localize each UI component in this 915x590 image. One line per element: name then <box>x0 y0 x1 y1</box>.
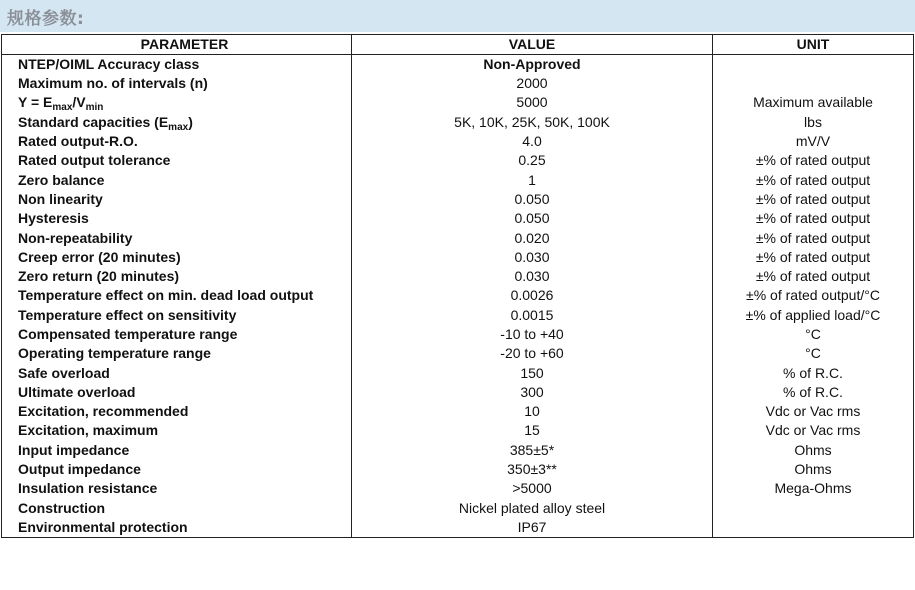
parameter-cell: Insulation resistance <box>2 479 352 498</box>
unit-cell: ±% of rated output <box>713 190 914 209</box>
unit-cell: Ohms <box>713 441 914 460</box>
section-header <box>0 0 915 32</box>
table-row <box>2 248 914 267</box>
table-row <box>2 421 914 440</box>
parameter-subscript: max <box>52 102 73 113</box>
parameter-cell: Non linearity <box>2 190 352 209</box>
table-row <box>2 479 914 498</box>
unit-cell: Vdc or Vac rms <box>713 421 914 440</box>
parameter-cell: Safe overload <box>2 363 352 382</box>
parameter-cell: Temperature effect on sensitivity <box>2 306 352 325</box>
parameter-text: ) <box>188 113 193 130</box>
table-row <box>2 306 914 325</box>
table-header-row <box>2 35 914 55</box>
parameter-subscript: min <box>85 102 104 113</box>
column-header-unit: UNIT <box>713 35 914 55</box>
unit-cell: % of R.C. <box>713 383 914 402</box>
table-row <box>2 383 914 402</box>
unit-cell: ±% of applied load/°C <box>713 306 914 325</box>
value-cell: IP67 <box>352 518 713 538</box>
value-cell: 0.050 <box>352 190 713 209</box>
column-header-parameter: PARAMETER <box>2 35 352 55</box>
value-cell: 0.0026 <box>352 286 713 305</box>
table-row <box>2 190 914 209</box>
value-cell: 0.050 <box>352 209 713 228</box>
unit-cell <box>713 499 914 518</box>
parameter-text: /V <box>72 94 86 111</box>
parameter-cell: Compensated temperature range <box>2 325 352 344</box>
parameter-cell: Excitation, recommended <box>2 402 352 421</box>
parameter-cell: Maximum no. of intervals (n) <box>2 74 352 93</box>
value-cell: 385±5* <box>352 441 713 460</box>
value-cell: Non-Approved <box>352 55 713 75</box>
parameter-cell: Non-repeatability <box>2 228 352 247</box>
unit-cell: Vdc or Vac rms <box>713 402 914 421</box>
unit-cell <box>713 55 914 75</box>
table-row <box>2 93 914 112</box>
unit-cell: Maximum available <box>713 93 914 112</box>
table-row <box>2 228 914 247</box>
value-cell: 0.25 <box>352 151 713 170</box>
spec-table <box>1 34 914 538</box>
table-row <box>2 170 914 189</box>
section-title: 规格参数: <box>7 8 85 29</box>
unit-cell: lbs <box>713 113 914 132</box>
value-cell: Nickel plated alloy steel <box>352 499 713 518</box>
unit-cell: ±% of rated output <box>713 151 914 170</box>
parameter-text: Y = E <box>18 94 53 111</box>
parameter-cell: Environmental protection <box>2 518 352 538</box>
parameter-cell: Ultimate overload <box>2 383 352 402</box>
unit-cell: °C <box>713 344 914 363</box>
unit-cell: ±% of rated output <box>713 228 914 247</box>
value-cell: 0.030 <box>352 248 713 267</box>
parameter-subscript: max <box>168 121 189 132</box>
parameter-cell: Output impedance <box>2 460 352 479</box>
unit-cell: ±% of rated output <box>713 248 914 267</box>
value-cell: 10 <box>352 402 713 421</box>
parameter-cell: NTEP/OIML Accuracy class <box>2 55 352 75</box>
parameter-text: Standard capacities (E <box>18 113 169 130</box>
value-cell: -10 to +40 <box>352 325 713 344</box>
value-cell: 0.020 <box>352 228 713 247</box>
value-cell: 5000 <box>352 93 713 112</box>
parameter-cell: Input impedance <box>2 441 352 460</box>
parameter-cell: Temperature effect on min. dead load output <box>2 286 352 305</box>
parameter-cell: Rated output tolerance <box>2 151 352 170</box>
table-row <box>2 286 914 305</box>
table-row <box>2 113 914 132</box>
value-cell: 350±3** <box>352 460 713 479</box>
unit-cell: ±% of rated output <box>713 209 914 228</box>
value-cell: 300 <box>352 383 713 402</box>
value-cell: 0.0015 <box>352 306 713 325</box>
table-row <box>2 132 914 151</box>
parameter-cell <box>2 93 352 112</box>
value-cell: 15 <box>352 421 713 440</box>
value-cell: >5000 <box>352 479 713 498</box>
value-cell: 2000 <box>352 74 713 93</box>
unit-cell <box>713 518 914 538</box>
table-row <box>2 441 914 460</box>
unit-cell: mV/V <box>713 132 914 151</box>
table-row <box>2 363 914 382</box>
table-row <box>2 74 914 93</box>
parameter-cell: Zero balance <box>2 170 352 189</box>
parameter-cell: Hysteresis <box>2 209 352 228</box>
unit-cell: ±% of rated output <box>713 170 914 189</box>
table-row <box>2 499 914 518</box>
parameter-cell: Excitation, maximum <box>2 421 352 440</box>
parameter-cell: Zero return (20 minutes) <box>2 267 352 286</box>
table-row <box>2 402 914 421</box>
unit-cell: ±% of rated output <box>713 267 914 286</box>
parameter-cell: Creep error (20 minutes) <box>2 248 352 267</box>
table-row <box>2 344 914 363</box>
table-row <box>2 209 914 228</box>
parameter-cell: Construction <box>2 499 352 518</box>
table-row <box>2 518 914 538</box>
value-cell: 4.0 <box>352 132 713 151</box>
table-row <box>2 267 914 286</box>
parameter-cell <box>2 113 352 132</box>
value-cell: 0.030 <box>352 267 713 286</box>
table-row <box>2 55 914 75</box>
table-row <box>2 460 914 479</box>
unit-cell: Mega-Ohms <box>713 479 914 498</box>
parameter-cell: Rated output-R.O. <box>2 132 352 151</box>
value-cell: 5K, 10K, 25K, 50K, 100K <box>352 113 713 132</box>
value-cell: 1 <box>352 170 713 189</box>
value-cell: -20 to +60 <box>352 344 713 363</box>
unit-cell: ±% of rated output/°C <box>713 286 914 305</box>
value-cell: 150 <box>352 363 713 382</box>
unit-cell: Ohms <box>713 460 914 479</box>
column-header-value: VALUE <box>352 35 713 55</box>
unit-cell: % of R.C. <box>713 363 914 382</box>
table-row <box>2 151 914 170</box>
parameter-cell: Operating temperature range <box>2 344 352 363</box>
unit-cell: °C <box>713 325 914 344</box>
table-row <box>2 325 914 344</box>
unit-cell <box>713 74 914 93</box>
